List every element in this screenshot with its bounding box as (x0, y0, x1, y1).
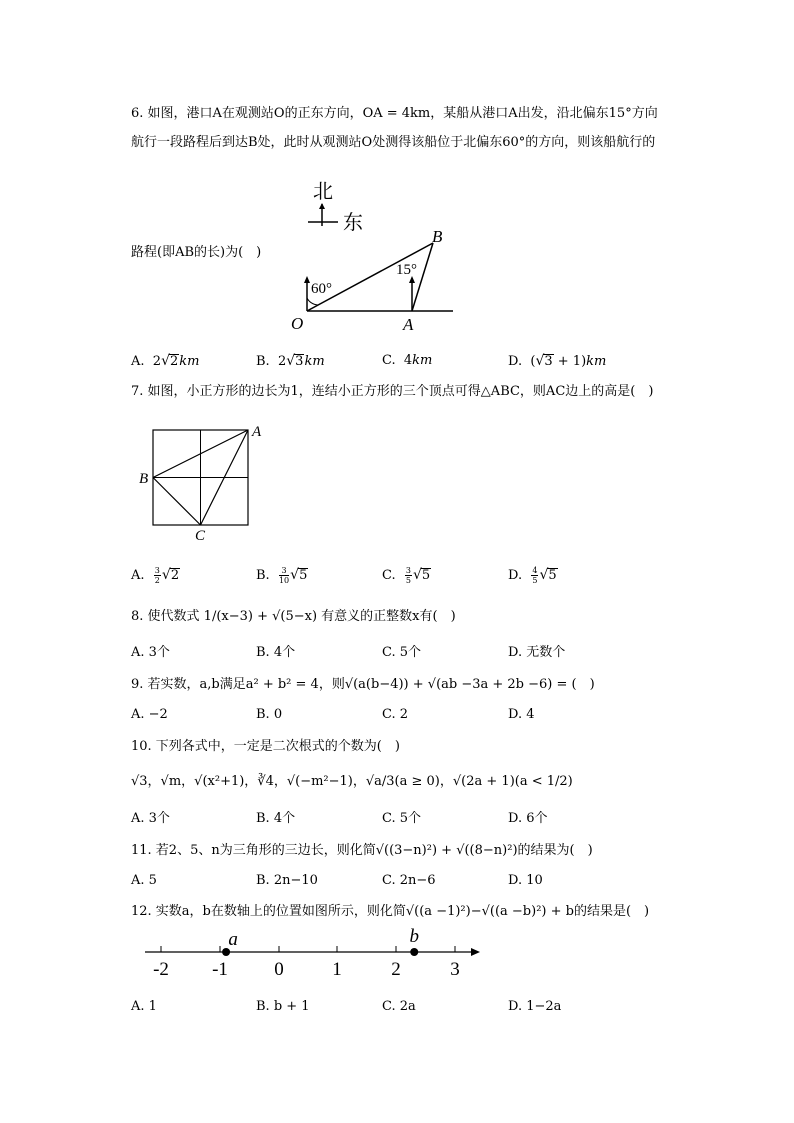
q12-option-c[interactable]: C. 2a (382, 999, 416, 1014)
tick-label: -2 (153, 959, 169, 980)
point-a-label: a (228, 929, 238, 950)
q9-option-c[interactable]: C. 2 (382, 707, 409, 722)
q7-option-b[interactable]: B. $\frac{3}{10}$ √5 (256, 566, 308, 585)
q11-option-c[interactable]: C. 2n−6 (382, 873, 436, 888)
q6-stem-line-2: 航行一段路程后到达B处，此时从观测站O处测得该船位于北偏东60°的方向，则该船航行的 (131, 135, 656, 150)
q7-option-a[interactable]: A. $\frac{3}{2}$ √2 (131, 566, 180, 585)
q8-stem: 8. 使代数式 1/(x−3) + √(5−x) 有意义的正整数x有( ) (131, 609, 456, 624)
q12-option-b[interactable]: B. b + 1 (256, 999, 310, 1014)
q6-stem-line-3: 路程(即AB的长)为( ) (131, 245, 262, 260)
point-c-label: C (195, 528, 206, 544)
q6-figure (285, 178, 460, 336)
point-a-label: A (403, 315, 414, 334)
q11-option-a[interactable]: A. 5 (131, 873, 157, 888)
q6-option-a[interactable]: A. 2√2km (131, 353, 200, 369)
tick-label: 3 (450, 959, 460, 980)
q7-option-d[interactable]: D. $\frac{4}{5}$ √5 (508, 566, 557, 585)
q10-expression-list: √3，√m，√(x²+1)，∛4，√(−m²−1)，√a/3(a ≥ 0)，√(2a + 1)(a < 1/2) (131, 774, 573, 789)
q6-stem-line-1: 6. 如图，港口A在观测站O的正东方向，OA = 4km，某船从港口A出发，沿北偏东15°方向 (131, 106, 658, 121)
q11-stem: 11. 若2、5、n为三角形的三边长，则化简√((3−n)²) + √((8−n)²)的结果为( ) (131, 843, 593, 858)
q10-option-d[interactable]: D. 6个 (508, 811, 548, 826)
q6-option-b[interactable]: B. 2√3km (256, 353, 325, 369)
q7-option-c[interactable]: C. $\frac{3}{5}$ √5 (382, 566, 431, 585)
point-o-label: O (291, 314, 304, 333)
point-a-label: A (252, 424, 262, 440)
tick-label: 0 (274, 959, 284, 980)
q7-grid-figure (136, 422, 266, 546)
point-b-label: b (409, 928, 419, 947)
q9-stem: 9. 若实数，a,b满足a² + b² = 4，则√(a(b−4)) + √(ab −3a + 2b −6) = ( ) (131, 677, 595, 692)
q11-option-b[interactable]: B. 2n−10 (256, 873, 318, 888)
q6-option-d[interactable]: D. (√3 + 1)km (508, 353, 607, 369)
point-b-dot (410, 948, 418, 956)
q8-option-d[interactable]: D. 无数个 (508, 645, 566, 660)
q12-option-d[interactable]: D. 1−2a (508, 999, 562, 1014)
q10-option-c[interactable]: C. 5个 (382, 811, 422, 826)
angle-60-label: 60° (311, 281, 332, 297)
point-b-label: B (139, 471, 149, 487)
tick-label: -1 (212, 959, 228, 980)
q8-option-c[interactable]: C. 5个 (382, 645, 422, 660)
q12-option-a[interactable]: A. 1 (131, 999, 157, 1014)
q9-option-a[interactable]: A. −2 (131, 707, 168, 722)
q10-stem: 10. 下列各式中，一定是二次根式的个数为( ) (131, 739, 400, 754)
tick-label: 2 (391, 959, 401, 980)
q8-option-a[interactable]: A. 3个 (131, 645, 170, 660)
q7-stem: 7. 如图，小正方形的边长为1，连结小正方形的三个顶点可得△ABC，则AC边上的高是( ) (131, 384, 654, 399)
q12-number-line (140, 928, 485, 980)
q11-option-d[interactable]: D. 10 (508, 873, 543, 888)
north-label: 北 (313, 181, 333, 203)
q12-stem: 12. 实数a，b在数轴上的位置如图所示，则化简√((a −1)²)−√((a −b)²) + b的结果是( ) (131, 904, 650, 919)
q9-option-b[interactable]: B. 0 (256, 707, 283, 722)
q10-option-a[interactable]: A. 3个 (131, 811, 170, 826)
angle-15-label: 15° (396, 262, 417, 278)
q9-option-d[interactable]: D. 4 (508, 707, 535, 722)
q6-option-c[interactable]: C. 4km (382, 353, 433, 368)
q10-option-b[interactable]: B. 4个 (256, 811, 296, 826)
point-b-label: B (432, 227, 443, 246)
q8-option-b[interactable]: B. 4个 (256, 645, 296, 660)
tick-label: 1 (332, 959, 342, 980)
east-label: 东 (343, 212, 363, 234)
